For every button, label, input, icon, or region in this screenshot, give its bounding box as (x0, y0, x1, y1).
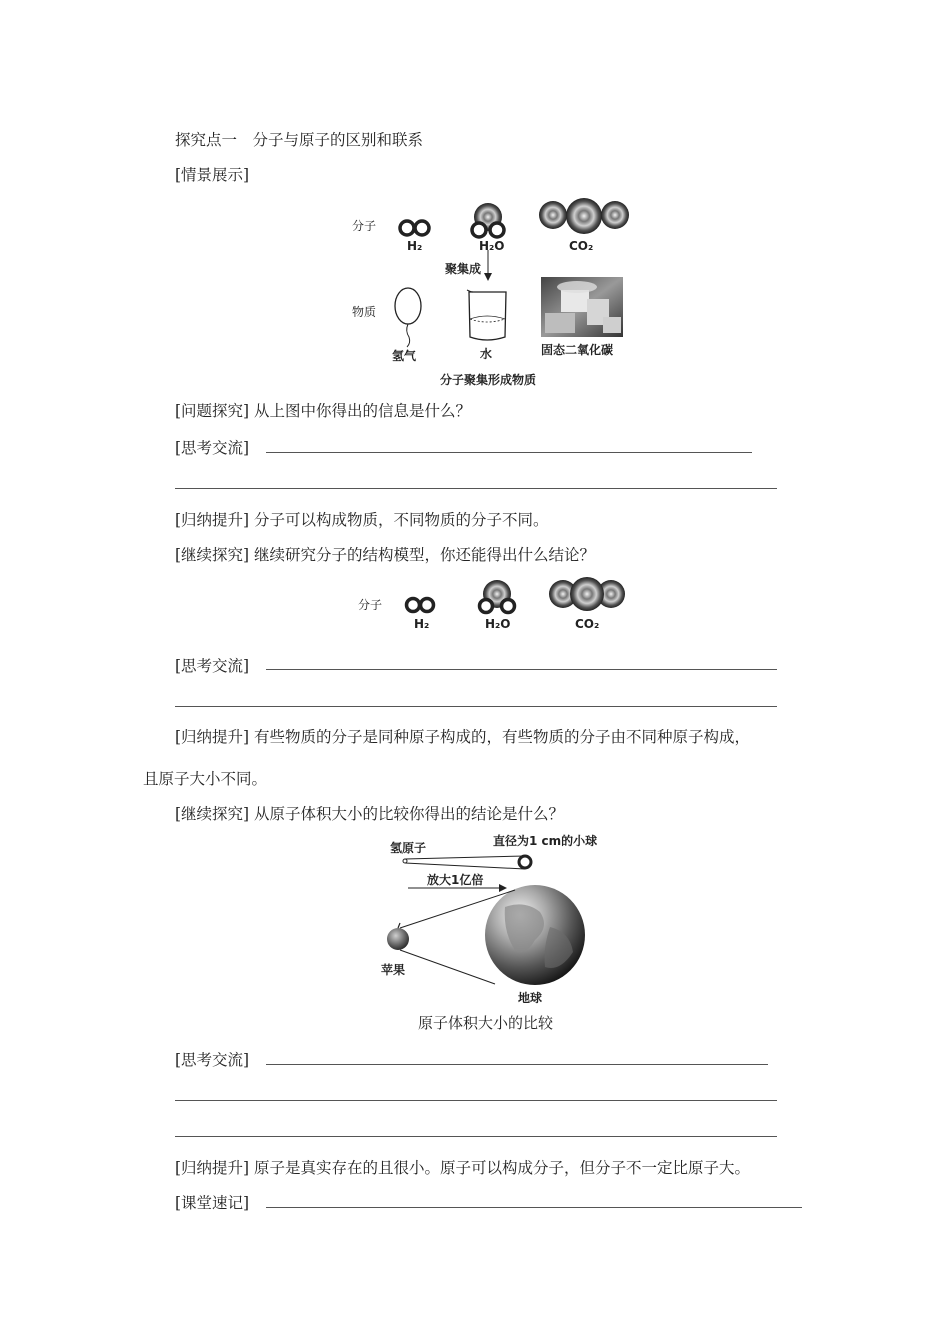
section-title: 探究点一 分子与原子的区别和联系 (175, 131, 424, 149)
water-label: 水 (480, 347, 493, 361)
situation-label: [情景展示] (175, 166, 250, 184)
hydrogen-atom-label: 氢原子 (390, 841, 427, 855)
h2o-label: H₂O (485, 617, 511, 631)
balloon-icon (395, 288, 421, 347)
question-1: [问题探究] 从上图中你得出的信息是什么？ (175, 402, 472, 420)
h2-molecule-icon (400, 221, 429, 235)
think-label-2: [思考交流] (175, 657, 250, 675)
answer-blank[interactable] (175, 1100, 777, 1101)
row-label-substance: 物质 (352, 305, 377, 319)
earth-icon (485, 885, 585, 985)
apple-label: 苹果 (381, 963, 406, 977)
summary-2-line-2: 且原子大小不同。 (143, 770, 268, 788)
answer-blank[interactable] (175, 488, 777, 489)
small-ball-label: 直径为1 cm的小球 (493, 834, 598, 848)
atom-size-figure (375, 832, 615, 1012)
summary-2-line-1: [归纳提升] 有些物质的分子是同种原子构成的，有些物质的分子由不同种原子构成， (175, 728, 751, 746)
molecule-substance-figure (345, 195, 645, 390)
dry-ice-label: 固态二氧化碳 (541, 343, 614, 357)
question-2: [继续探究] 继续研究分子的结构模型，你还能得出什么结论？ (175, 546, 596, 564)
hydrogen-atom-icon (403, 859, 407, 863)
h2o-molecule-icon (480, 580, 515, 613)
h2-label: H₂ (414, 617, 430, 631)
down-arrow-icon (484, 250, 492, 281)
think-label-1: [思考交流] (175, 439, 250, 457)
figure-caption-1: 分子聚集形成物质 (440, 373, 537, 387)
summary-3: [归纳提升] 原子是真实存在的且很小。原子可以构成分子，但分子不一定比原子大。 (175, 1159, 751, 1177)
molecule-model-figure (355, 575, 635, 635)
co2-label: CO₂ (569, 239, 594, 253)
apple-icon (387, 923, 409, 950)
beaker-icon (467, 290, 506, 340)
small-ball-icon (519, 856, 531, 868)
row-label-molecule: 分子 (358, 598, 383, 612)
think-label-3: [思考交流] (175, 1051, 250, 1069)
hydrogen-gas-label: 氢气 (392, 349, 417, 363)
magnify-label: 放大1亿倍 (427, 873, 484, 887)
atom-size-svg (375, 832, 615, 1012)
notes-blank[interactable] (266, 1207, 802, 1208)
notes-label: [课堂速记] (175, 1194, 250, 1212)
h2o-label: H₂O (479, 239, 505, 253)
molecule-substance-svg (345, 195, 645, 390)
co2-molecule-icon (539, 198, 629, 234)
h2o-molecule-icon (472, 203, 504, 237)
co2-label: CO₂ (575, 617, 600, 631)
row-label-molecule: 分子 (352, 219, 377, 233)
summary-1: [归纳提升] 分子可以构成物质，不同物质的分子不同。 (175, 511, 549, 529)
answer-blank[interactable] (175, 1136, 777, 1137)
figure-caption-3: 原子体积大小的比较 (418, 1014, 554, 1032)
dry-ice-image (541, 277, 623, 337)
h2-label: H₂ (407, 239, 423, 253)
question-3: [继续探究] 从原子体积大小的比较你得出的结论是什么？ (175, 805, 565, 823)
answer-blank[interactable] (266, 669, 777, 670)
h2-molecule-icon (407, 599, 434, 612)
earth-label: 地球 (518, 991, 543, 1005)
co2-molecule-icon (549, 577, 625, 611)
aggregate-label: 聚集成 (445, 262, 482, 276)
answer-blank[interactable] (266, 1064, 768, 1065)
answer-blank[interactable] (175, 706, 777, 707)
answer-blank[interactable] (266, 452, 752, 453)
